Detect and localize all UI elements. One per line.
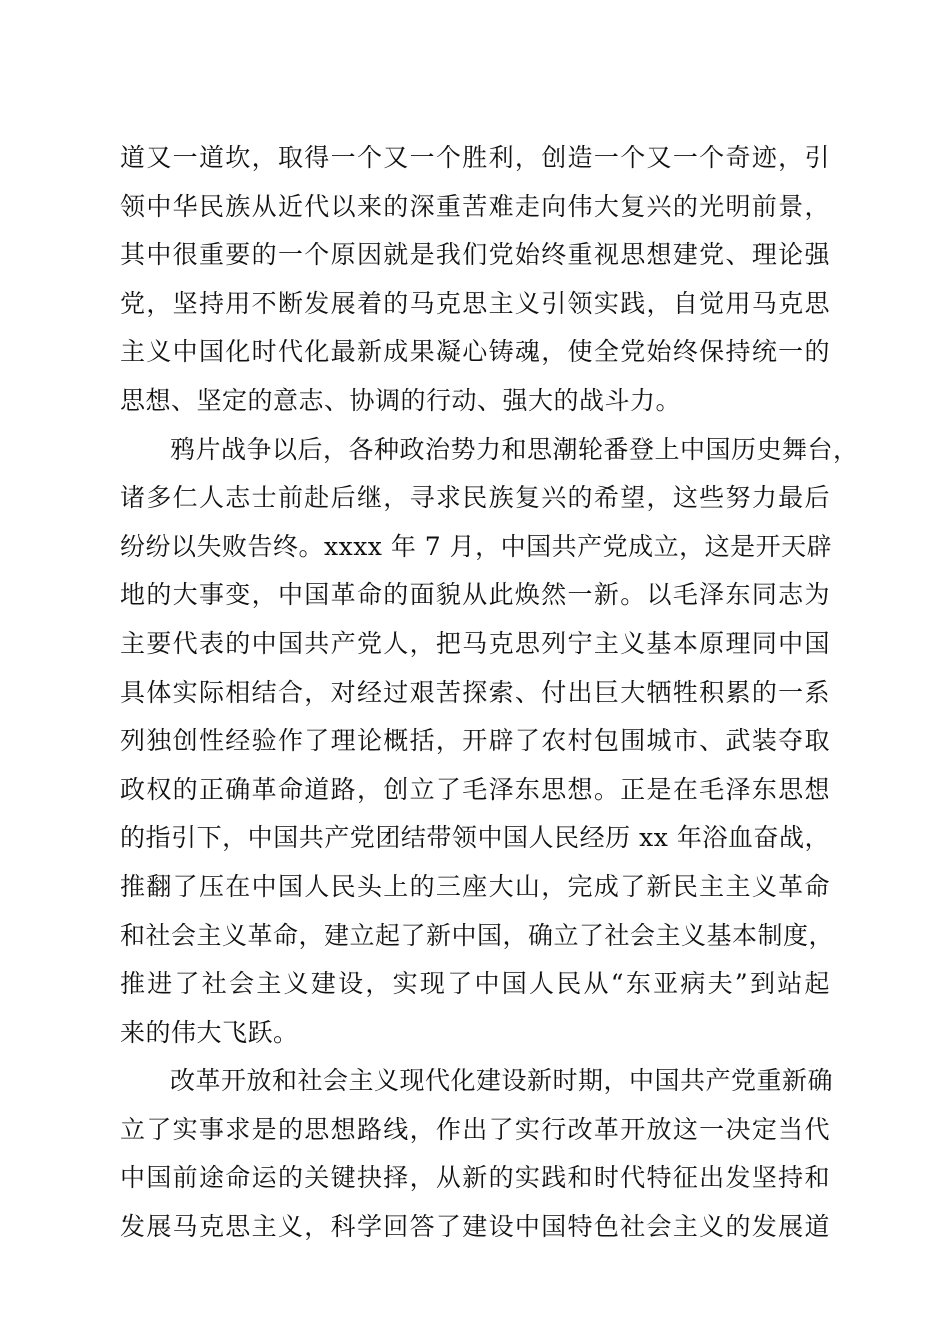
text-line: 主要代表的中国共产党人，把马克思列宁主义基本原理同中国 <box>120 628 830 658</box>
text-line: 中国前途命运的关键抉择，从新的实践和时代特征出发坚持和 <box>120 1163 830 1193</box>
text-line: 和社会主义革命，建立起了新中国，确立了社会主义基本制度， <box>120 920 835 950</box>
text-line: 鸦片战争以后，各种政治势力和思潮轮番登上中国历史舞台， <box>170 434 859 464</box>
body-text <box>120 134 859 1252</box>
text-line: 地的大事变，中国革命的面貌从此焕然一新。以毛泽东同志为 <box>120 580 830 610</box>
text-line: 的指引下，中国共产党团结带领中国人民经历 xx 年浴血奋战， <box>120 823 830 853</box>
paragraph-1 <box>120 134 830 426</box>
text-line: 立了实事求是的思想路线，作出了实行改革开放这一决定当代 <box>120 1114 830 1144</box>
text-line: 具体实际相结合，对经过艰苦探索、付出巨大牺牲积累的一系 <box>120 677 830 707</box>
text-line: 发展马克思主义，科学回答了建设中国特色社会主义的发展道 <box>120 1212 830 1242</box>
text-line: 推翻了压在中国人民头上的三座大山，完成了新民主主义革命 <box>120 871 830 901</box>
text-line: 领中华民族从近代以来的深重苦难走向伟大复兴的光明前景， <box>120 191 830 221</box>
text-line: 思想、坚定的意志、协调的行动、强大的战斗力。 <box>120 385 682 415</box>
text-line: 党，坚持用不断发展着的马克思主义引领实践，自觉用马克思 <box>120 288 830 318</box>
text-line: 道又一道坎，取得一个又一个胜利，创造一个又一个奇迹，引 <box>120 143 830 172</box>
paragraph-2 <box>120 426 859 1058</box>
text-line: 来的伟大飞跃。 <box>120 1017 299 1047</box>
text-line: 推进了社会主义建设，实现了中国人民从“东亚病夫”到站起 <box>120 969 830 999</box>
text-line: 其中很重要的一个原因就是我们党始终重视思想建党、理论强 <box>120 240 830 270</box>
text-line: 改革开放和社会主义现代化建设新时期，中国共产党重新确 <box>170 1066 834 1096</box>
text-line: 政权的正确革命道路，创立了毛泽东思想。正是在毛泽东思想 <box>120 774 830 804</box>
text-line: 列独创性经验作了理论概括，开辟了农村包围城市、武装夺取 <box>120 726 830 756</box>
text-line: 主义中国化时代化最新成果凝心铸魂，使全党始终保持统一的 <box>120 337 830 367</box>
paragraph-3 <box>120 1057 834 1251</box>
text-line: 纷纷以失败告终。xxxx 年 7 月，中国共产党成立，这是开天辟 <box>120 531 833 561</box>
text-line: 诸多仁人志士前赴后继，寻求民族复兴的希望，这些努力最后 <box>120 483 830 513</box>
